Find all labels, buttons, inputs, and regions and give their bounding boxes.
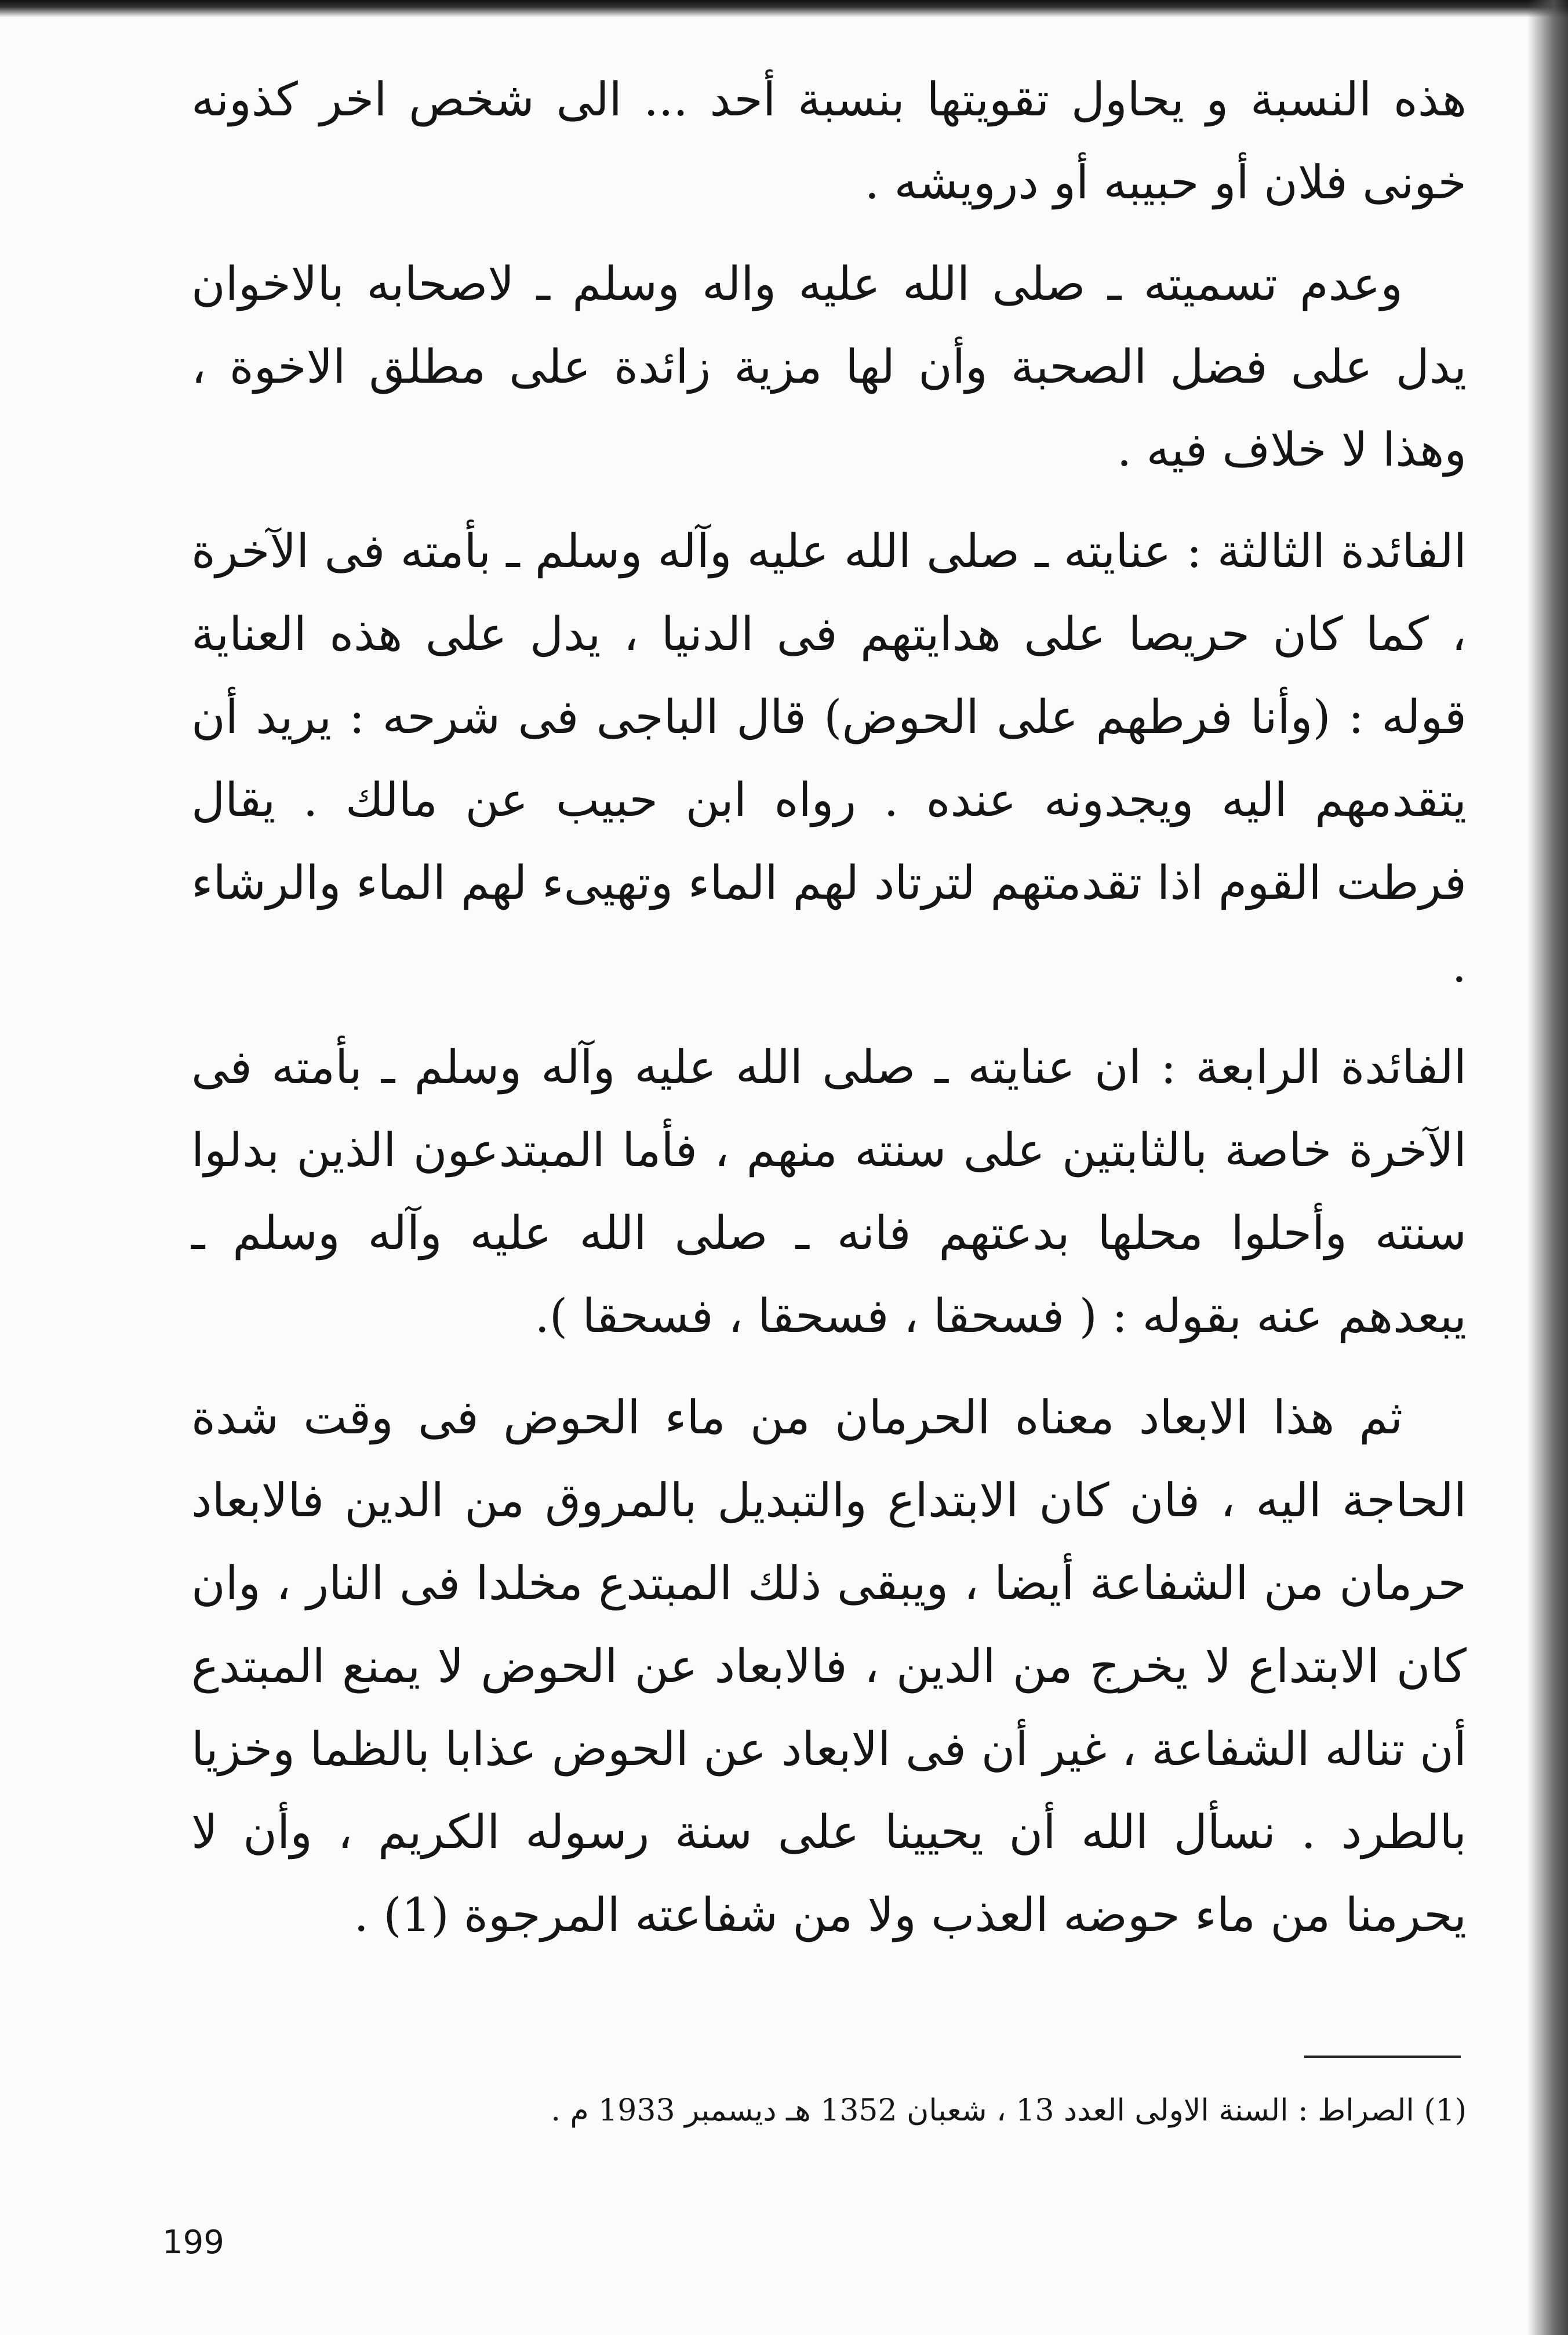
paragraph-1: هذه النسبة و يحاول تقويتها بنسبة أحد ... الى شخص اخر كذونه خونى فلان أو حبيبه أو درويشه .: [191, 72, 1467, 209]
paragraph-4: الفائدة الرابعة : ان عنايته ـ صلى الله عليه وآله وسلم ـ بأمته فى الآخرة خاصة بالثابتين على سنته منهم ، فأما المبتدعون الذين بدلوا سنته وأحلوا محلها بدعتهم فانه ـ صلى الله عليه وآله وسلم ـ يبعدهم عنه بقوله : ( فسحقا ، فسحقا ، فسحقا ).: [191, 1040, 1467, 1343]
scan-shadow-top: [0, 0, 1568, 17]
footnote: (1) الصراط : السنة الاولى العدد 13 ، شعبان 1352 هـ ديسمبر 1933 م .: [551, 2093, 1467, 2128]
body-text: [191, 58, 1467, 1956]
footnote-divider: [1304, 2056, 1461, 2058]
scan-shadow-right: [1527, 0, 1568, 2335]
paragraph-5: ثم هذا الابعاد معناه الحرمان من ماء الحوض فى وقت شدة الحاجة اليه ، فان كان الابتداع والتبديل بالمروق من الدين فالابعاد حرمان من الشفاعة أيضا ، ويبقى ذلك المبتدع مخلدا فى النار ، وان كان الابتداع لا يخرج من الدين ، فالابعاد عن الحوض لا يمنع المبتدع أن تناله الشفاعة ، غير أن فى الابعاد عن الحوض عذابا بالظما وخزيا بالطرد . نسأل الله أن يحيينا على سنة رسوله الكريم ، وأن لا يحرمنا من ماء حوضه العذب ولا من شفاعته المرجوة (1) .: [191, 1390, 1467, 1942]
page-number: 199: [162, 2224, 224, 2261]
paragraph-2: وعدم تسميته ـ صلى الله عليه واله وسلم ـ لاصحابه بالاخوان يدل على فضل الصحبة وأن لها مزية زائدة على مطلق الاخوة ، وهذا لا خلاف فيه .: [191, 257, 1467, 477]
paragraph-3: الفائدة الثالثة : عنايته ـ صلى الله عليه وآله وسلم ـ بأمته فى الآخرة ، كما كان حريصا على هدايتهم فى الدنيا ، يدل على هذه العناية قوله : (وأنا فرطهم على الحوض) قال الباجى فى شرحه : يريد أن يتقدمهم اليه ويجدونه عنده . رواه ابن حبيب عن مالك . يقال فرطت القوم اذا تقدمتهم لترتاد لهم الماء وتهيىء لهم الماء والرشاء .: [191, 524, 1467, 993]
